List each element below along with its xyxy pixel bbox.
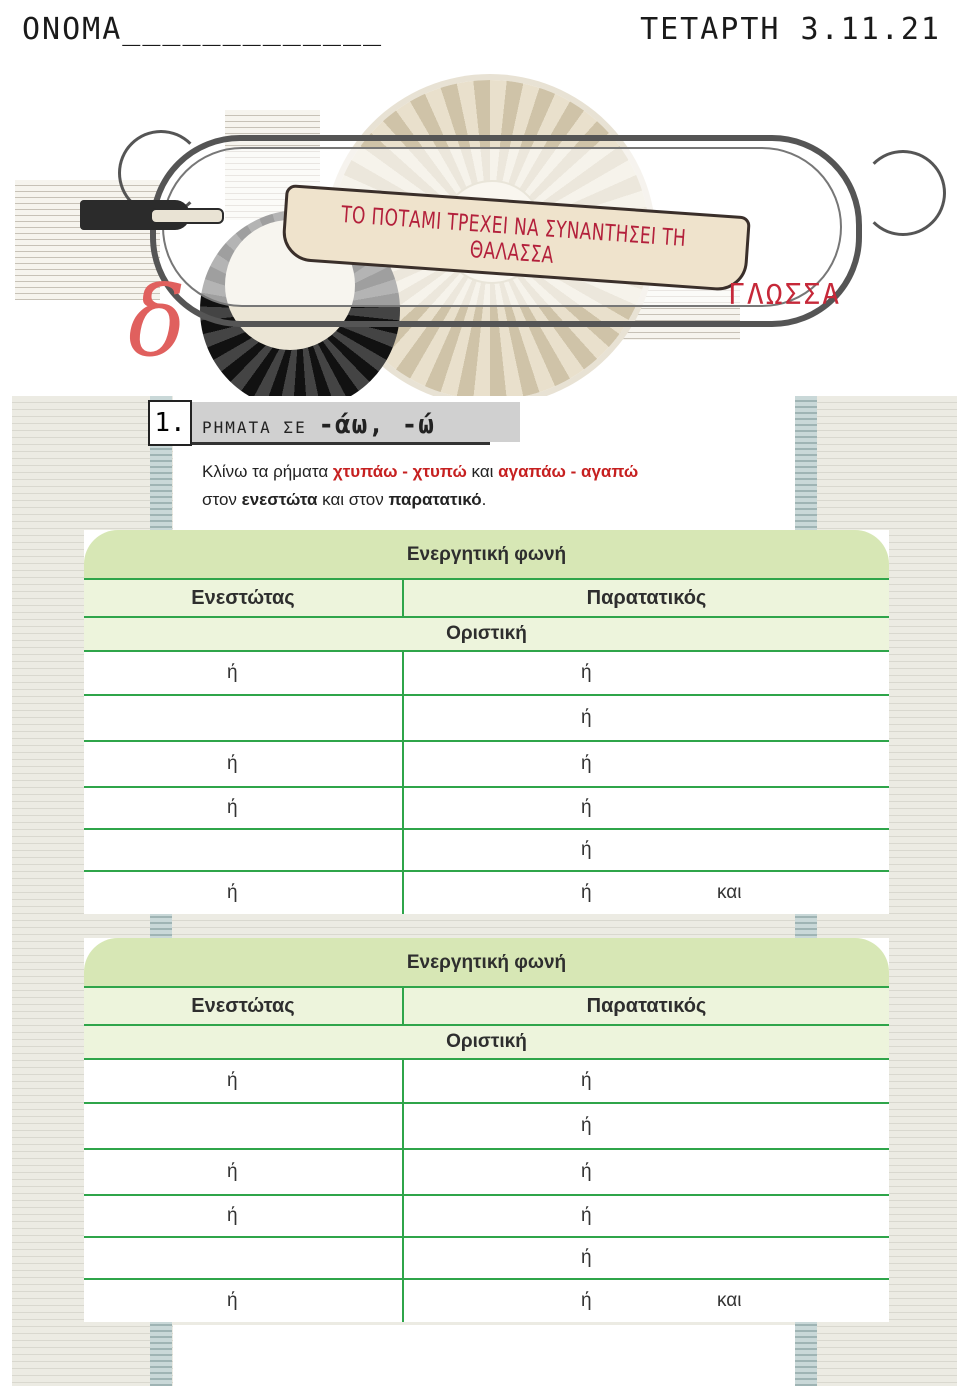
present-cell[interactable]	[84, 742, 404, 786]
present-cell[interactable]	[84, 788, 404, 828]
bottom-panel	[173, 1325, 795, 1389]
exercise-title	[202, 410, 435, 440]
instr-text: και	[466, 462, 499, 481]
lesson-letter: δ	[128, 266, 186, 378]
tense-imperfect: παρατατικό	[388, 490, 482, 509]
column-imperfect: Παρατατικός	[586, 995, 707, 1017]
cell-text: ή	[581, 839, 592, 860]
pointing-finger	[150, 208, 224, 224]
instructions	[202, 458, 638, 514]
exercise-title-prefix: ΡΗΜΑΤΑ ΣΕ	[202, 418, 319, 437]
table-row	[84, 652, 889, 696]
banner-illustration	[0, 60, 967, 400]
imperfect-cell[interactable]	[404, 1150, 889, 1194]
column-present: Ενεστώτας	[84, 988, 404, 1024]
table-row	[84, 1196, 889, 1238]
imperfect-cell[interactable]	[404, 696, 889, 740]
subject-label: ΓΛΩΣΣΑ	[728, 278, 842, 311]
present-cell[interactable]	[84, 1238, 404, 1278]
instr-text: .	[481, 490, 487, 509]
conjugation-table-2	[84, 938, 889, 1322]
table-row	[84, 1104, 889, 1150]
present-cell[interactable]	[84, 872, 404, 914]
cell-text: ή	[581, 882, 592, 903]
table-column-headers	[84, 986, 889, 1026]
worksheet-title: ΤΟ ΠΟΤΑΜΙ ΤΡΕΧΕΙ ΝΑ ΣΥΝΑΝΤΗΣΕΙ ΤΗ ΘΑΛΑΣΣΑ	[340, 202, 687, 269]
table-row	[84, 1150, 889, 1196]
verb-2: αγαπάω - αγαπώ	[498, 462, 639, 481]
cell-text: ή	[581, 1161, 592, 1182]
table-voice-header: Ενεργητική φωνή	[84, 530, 889, 578]
cell-text: και	[717, 882, 742, 903]
cell-text: ή	[227, 1290, 238, 1311]
imperfect-cell[interactable]	[404, 830, 889, 870]
cell-text: ή	[581, 662, 592, 683]
imperfect-cell[interactable]	[404, 1060, 889, 1102]
cell-text: ή	[581, 1115, 592, 1136]
table-row	[84, 1060, 889, 1104]
verb-1: χτυπάω - χτυπώ	[332, 462, 467, 481]
imperfect-cell[interactable]	[404, 1196, 889, 1236]
exercise-title-underline	[190, 442, 490, 445]
flourish-right-icon	[860, 150, 946, 236]
cell-text: και	[717, 1290, 742, 1311]
present-cell[interactable]	[84, 1280, 404, 1322]
cell-text: ή	[581, 1247, 592, 1268]
cell-text: ή	[227, 662, 238, 683]
date-label: ΤΕΤΑΡΤΗ 3.11.21	[640, 12, 941, 47]
cell-text: ή	[581, 1070, 592, 1091]
cell-text: ή	[227, 797, 238, 818]
column-imperfect: Παρατατικός	[586, 587, 707, 609]
tense-present: ενεστώτα	[241, 490, 318, 509]
table-row	[84, 696, 889, 742]
cell-text: ή	[227, 882, 238, 903]
imperfect-cell[interactable]	[404, 1104, 889, 1148]
table-row	[84, 742, 889, 788]
cell-text: ή	[227, 1205, 238, 1226]
table-mood-header: Οριστική	[84, 1026, 889, 1060]
present-cell[interactable]	[84, 1104, 404, 1148]
table-mood-header: Οριστική	[84, 618, 889, 652]
table-row	[84, 1238, 889, 1280]
cell-text: ή	[581, 1290, 592, 1311]
table-voice-header: Ενεργητική φωνή	[84, 938, 889, 986]
table-row	[84, 788, 889, 830]
present-cell[interactable]	[84, 652, 404, 694]
imperfect-cell[interactable]	[404, 742, 889, 786]
present-cell[interactable]	[84, 696, 404, 740]
exercise-number: 1.	[148, 400, 192, 446]
cell-text: ή	[581, 753, 592, 774]
imperfect-cell[interactable]	[404, 788, 889, 828]
conjugation-table-1	[84, 530, 889, 914]
table-row	[84, 872, 889, 914]
imperfect-cell[interactable]	[404, 652, 889, 694]
present-cell[interactable]	[84, 1150, 404, 1194]
cell-text: ή	[227, 753, 238, 774]
instr-text: στον	[202, 490, 242, 509]
cell-text: ή	[581, 1205, 592, 1226]
table-row	[84, 830, 889, 872]
present-cell[interactable]	[84, 830, 404, 870]
present-cell[interactable]	[84, 1060, 404, 1102]
cell-text: ή	[581, 707, 592, 728]
cell-text: ή	[227, 1161, 238, 1182]
imperfect-cell[interactable]	[404, 1238, 889, 1278]
instr-text: Κλίνω τα ρήματα	[202, 462, 333, 481]
cell-text: ή	[581, 797, 592, 818]
table-row	[84, 1280, 889, 1322]
present-cell[interactable]	[84, 1196, 404, 1236]
exercise-title-endings: -άω, -ώ	[318, 410, 435, 440]
table-column-headers	[84, 578, 889, 618]
instr-text: και στον	[317, 490, 389, 509]
cell-text: ή	[227, 1070, 238, 1091]
imperfect-cell[interactable]	[404, 872, 889, 914]
column-present: Ενεστώτας	[84, 580, 404, 616]
name-label: ΟΝΟΜΑ_____________	[22, 12, 384, 47]
imperfect-cell[interactable]	[404, 1280, 889, 1322]
